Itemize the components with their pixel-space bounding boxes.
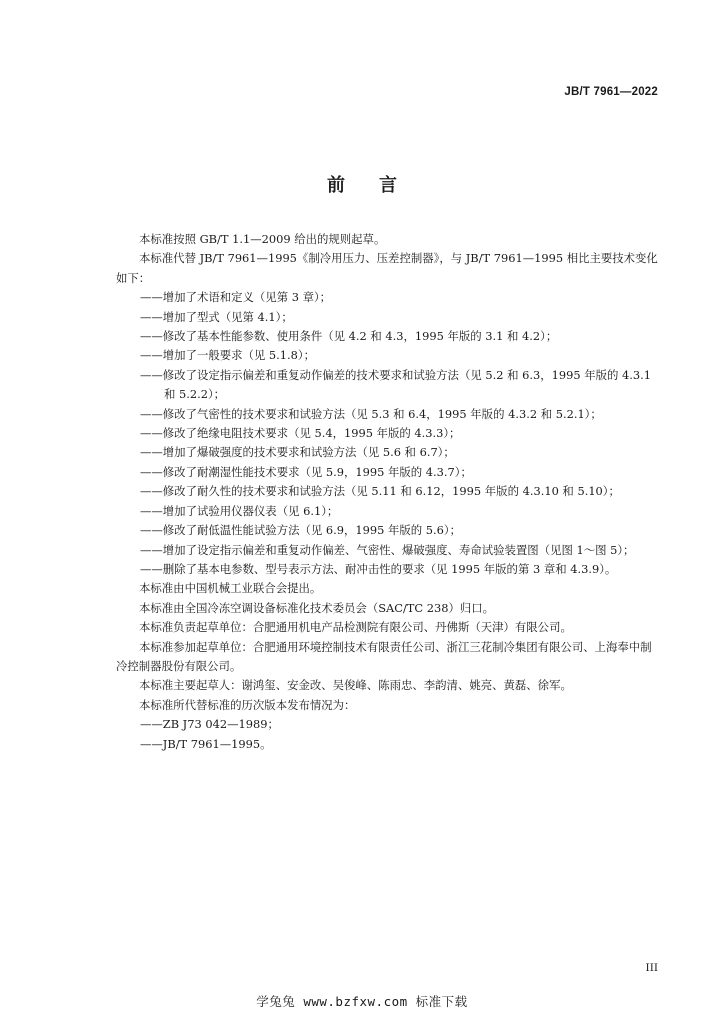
footer-watermark: 学兔兔 www.bzfxw.com 标准下载 xyxy=(256,994,468,1009)
page-number: III xyxy=(645,962,658,974)
list-item: ——JB/T 7961—1995。 xyxy=(140,736,272,751)
list-item: ——修改了气密性的技术要求和试验方法（见 5.3 和 6.4，1995 年版的 4.3.2 和 5.2.1）； xyxy=(140,406,602,421)
paragraph-main-drafters: 本标准主要起草人：谢鸿玺、安金改、吴俊峰、陈雨忠、李韵清、姚亮、黄磊、徐军。 xyxy=(139,678,572,693)
list-item: ——修改了绝缘电阻技术要求（见 5.4，1995 年版的 4.3.3）； xyxy=(140,426,461,441)
paragraph-lead-drafters: 本标准负责起草单位：合肥通用机电产品检测院有限公司、丹佛斯（天津）有限公司。 xyxy=(139,620,572,635)
list-item: ——增加了设定指示偏差和重复动作偏差、气密性、爆破强度、寿命试验装置图（见图 1～图 5）； xyxy=(140,542,635,557)
history-list xyxy=(116,715,661,754)
standard-code: JB/T 7961—2022 xyxy=(564,86,658,98)
list-item: ——ZB J73 042—1989； xyxy=(140,717,279,732)
list-item: ——修改了耐久性的技术要求和试验方法（见 5.11 和 6.12，1995 年版的 4.3.10 和 5.10）； xyxy=(140,484,620,499)
list-item: ——增加了术语和定义（见第 3 章）； xyxy=(140,290,332,305)
document-body xyxy=(116,230,661,754)
paragraph-participating-drafters: 本标准参加起草单位：合肥通用环境控制技术有限责任公司、浙江三花制冷集团有限公司、上海奉中制冷控制器股份有限公司。 xyxy=(116,639,652,673)
page-title: 前言 xyxy=(327,175,431,196)
list-item: ——修改了基本性能参数、使用条件（见 4.2 和 4.3，1995 年版的 3.1 和 4.2）； xyxy=(140,329,558,344)
list-item: ——增加了爆破强度的技术要求和试验方法（见 5.6 和 6.7）； xyxy=(140,445,455,460)
paragraph-replacement: 本标准代替 JB/T 7961—1995《制冷用压力、压差控制器》，与 JB/T 7961—1995 相比主要技术变化如下： xyxy=(116,251,658,285)
list-item: ——修改了耐潮湿性能技术要求（见 5.9，1995 年版的 4.3.7）； xyxy=(140,464,472,479)
list-item: ——增加了试验用仪器仪表（见 6.1）； xyxy=(140,503,339,518)
paragraph-drafting-rules: 本标准按照 GB/T 1.1—2009 给出的规则起草。 xyxy=(139,232,386,246)
list-item: ——修改了设定指示偏差和重复动作偏差的技术要求和试验方法（见 5.2 和 6.3，1995 年版的 4.3.1 xyxy=(140,367,651,382)
list-item-continuation: 和 5.2.2）； xyxy=(164,387,226,402)
list-item: ——删除了基本电参数、型号表示方法、耐冲击性的要求（见 1995 年版的第 3 章和 4.3.9）。 xyxy=(140,561,617,576)
paragraph-technical-committee: 本标准由全国冷冻空调设备标准化技术委员会（SAC/TC 238）归口。 xyxy=(139,600,495,615)
changes-list xyxy=(116,288,661,579)
list-item: ——增加了一般要求（见 5.1.8）； xyxy=(140,348,315,363)
paragraph-proposer: 本标准由中国机械工业联合会提出。 xyxy=(139,581,322,596)
list-item: ——增加了型式（见第 4.1）； xyxy=(140,309,293,324)
paragraph-history-intro: 本标准所代替标准的历次版本发布情况为： xyxy=(139,697,356,712)
list-item: ——修改了耐低温性能试验方法（见 6.9，1995 年版的 5.6）； xyxy=(140,523,461,538)
